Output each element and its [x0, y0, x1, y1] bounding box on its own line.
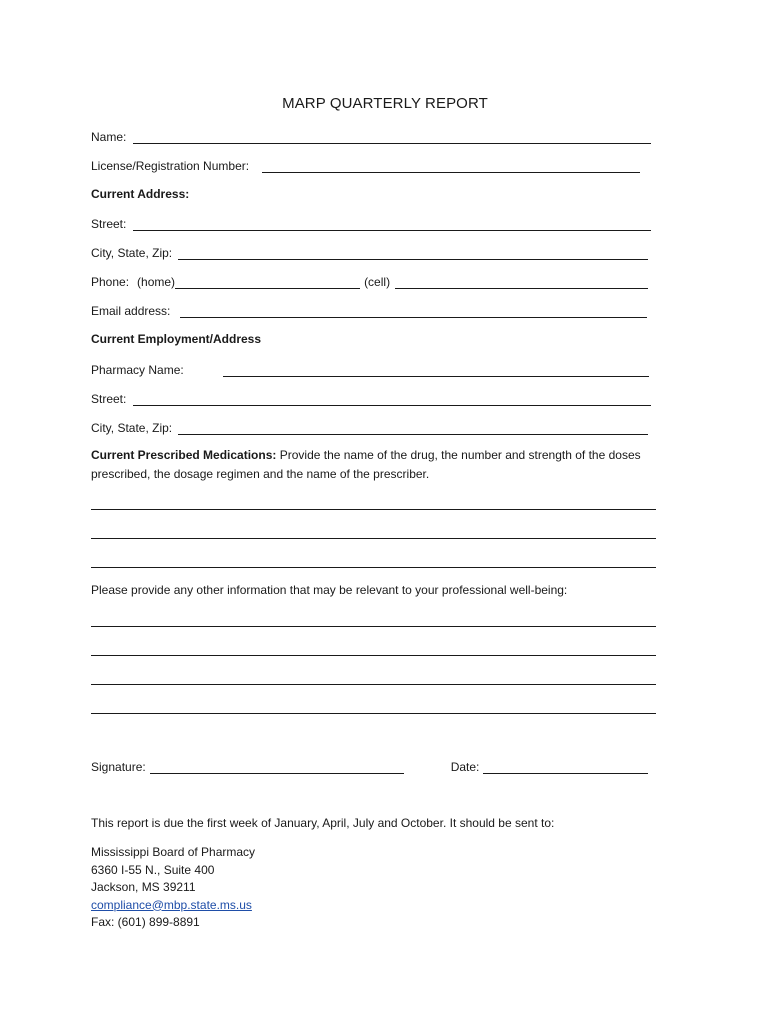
- employment-heading: Current Employment/Address: [91, 332, 262, 346]
- street-row: [91, 213, 651, 231]
- emp-city-field[interactable]: [178, 422, 648, 435]
- date-field[interactable]: [483, 761, 648, 774]
- email-label: Email address:: [91, 304, 171, 318]
- signature-label: Signature:: [91, 760, 146, 774]
- emp-street-label: Street:: [91, 392, 127, 406]
- medications-line-3[interactable]: [91, 567, 656, 568]
- license-row: [91, 155, 640, 173]
- medications-label: Current Prescribed Medications:: [91, 448, 277, 462]
- phone-label: Phone:: [91, 275, 130, 289]
- medications-line-1[interactable]: [91, 509, 656, 510]
- emp-city-row: [91, 417, 648, 435]
- city-row: [91, 242, 648, 260]
- phone-row: [91, 271, 648, 289]
- pharmacy-label: Pharmacy Name:: [91, 363, 184, 377]
- address-org: Mississippi Board of Pharmacy: [91, 845, 256, 859]
- city-field[interactable]: [178, 247, 648, 260]
- other-info-line-1[interactable]: [91, 626, 656, 627]
- name-row: [91, 126, 651, 144]
- emp-city-label: City, State, Zip:: [91, 421, 173, 435]
- other-info-prompt: Please provide any other information that may be relevant to your professional well-being:: [91, 583, 568, 597]
- phone-cell-label: (cell): [364, 275, 391, 289]
- phone-cell-field[interactable]: [395, 276, 648, 289]
- emp-street-field[interactable]: [133, 393, 651, 406]
- phone-home-field[interactable]: [175, 276, 360, 289]
- address-street: 6360 I-55 N., Suite 400: [91, 862, 215, 877]
- name-label: Name:: [91, 130, 127, 144]
- phone-home-label: (home): [137, 275, 176, 289]
- city-label: City, State, Zip:: [91, 246, 173, 260]
- due-note: This report is due the first week of January, April, July and October. It should be sent to:: [91, 816, 555, 830]
- pharmacy-field[interactable]: [223, 364, 649, 377]
- other-info-line-2[interactable]: [91, 655, 656, 656]
- current-address-heading: Current Address:: [91, 187, 190, 201]
- medications-line-2[interactable]: [91, 538, 656, 539]
- signature-field[interactable]: [150, 761, 404, 774]
- license-label: License/Registration Number:: [91, 159, 250, 173]
- page-title: MARP QUARTERLY REPORT: [282, 95, 488, 112]
- mailing-address: [91, 844, 255, 932]
- street-label: Street:: [91, 217, 127, 231]
- emp-street-row: [91, 388, 651, 406]
- medications-text: Provide the name of the drug, the number and strength of the doses prescribed, the dosage regimen and the name of the prescriber.: [91, 448, 641, 481]
- other-info-line-3[interactable]: [91, 684, 656, 685]
- other-info-line-4[interactable]: [91, 713, 656, 714]
- email-link[interactable]: compliance@mbp.state.ms.us: [91, 897, 252, 912]
- address-city: Jackson, MS 39211: [91, 880, 196, 894]
- email-field[interactable]: [180, 305, 647, 318]
- email-row: [91, 300, 647, 318]
- license-field[interactable]: [262, 160, 640, 173]
- medications-instructions: [91, 446, 671, 484]
- name-field[interactable]: [133, 131, 651, 144]
- address-fax: Fax: (601) 899-8891: [91, 915, 200, 929]
- signature-row: [91, 756, 648, 774]
- pharmacy-row: [91, 359, 649, 377]
- street-field[interactable]: [133, 218, 651, 231]
- date-label: Date:: [450, 760, 480, 774]
